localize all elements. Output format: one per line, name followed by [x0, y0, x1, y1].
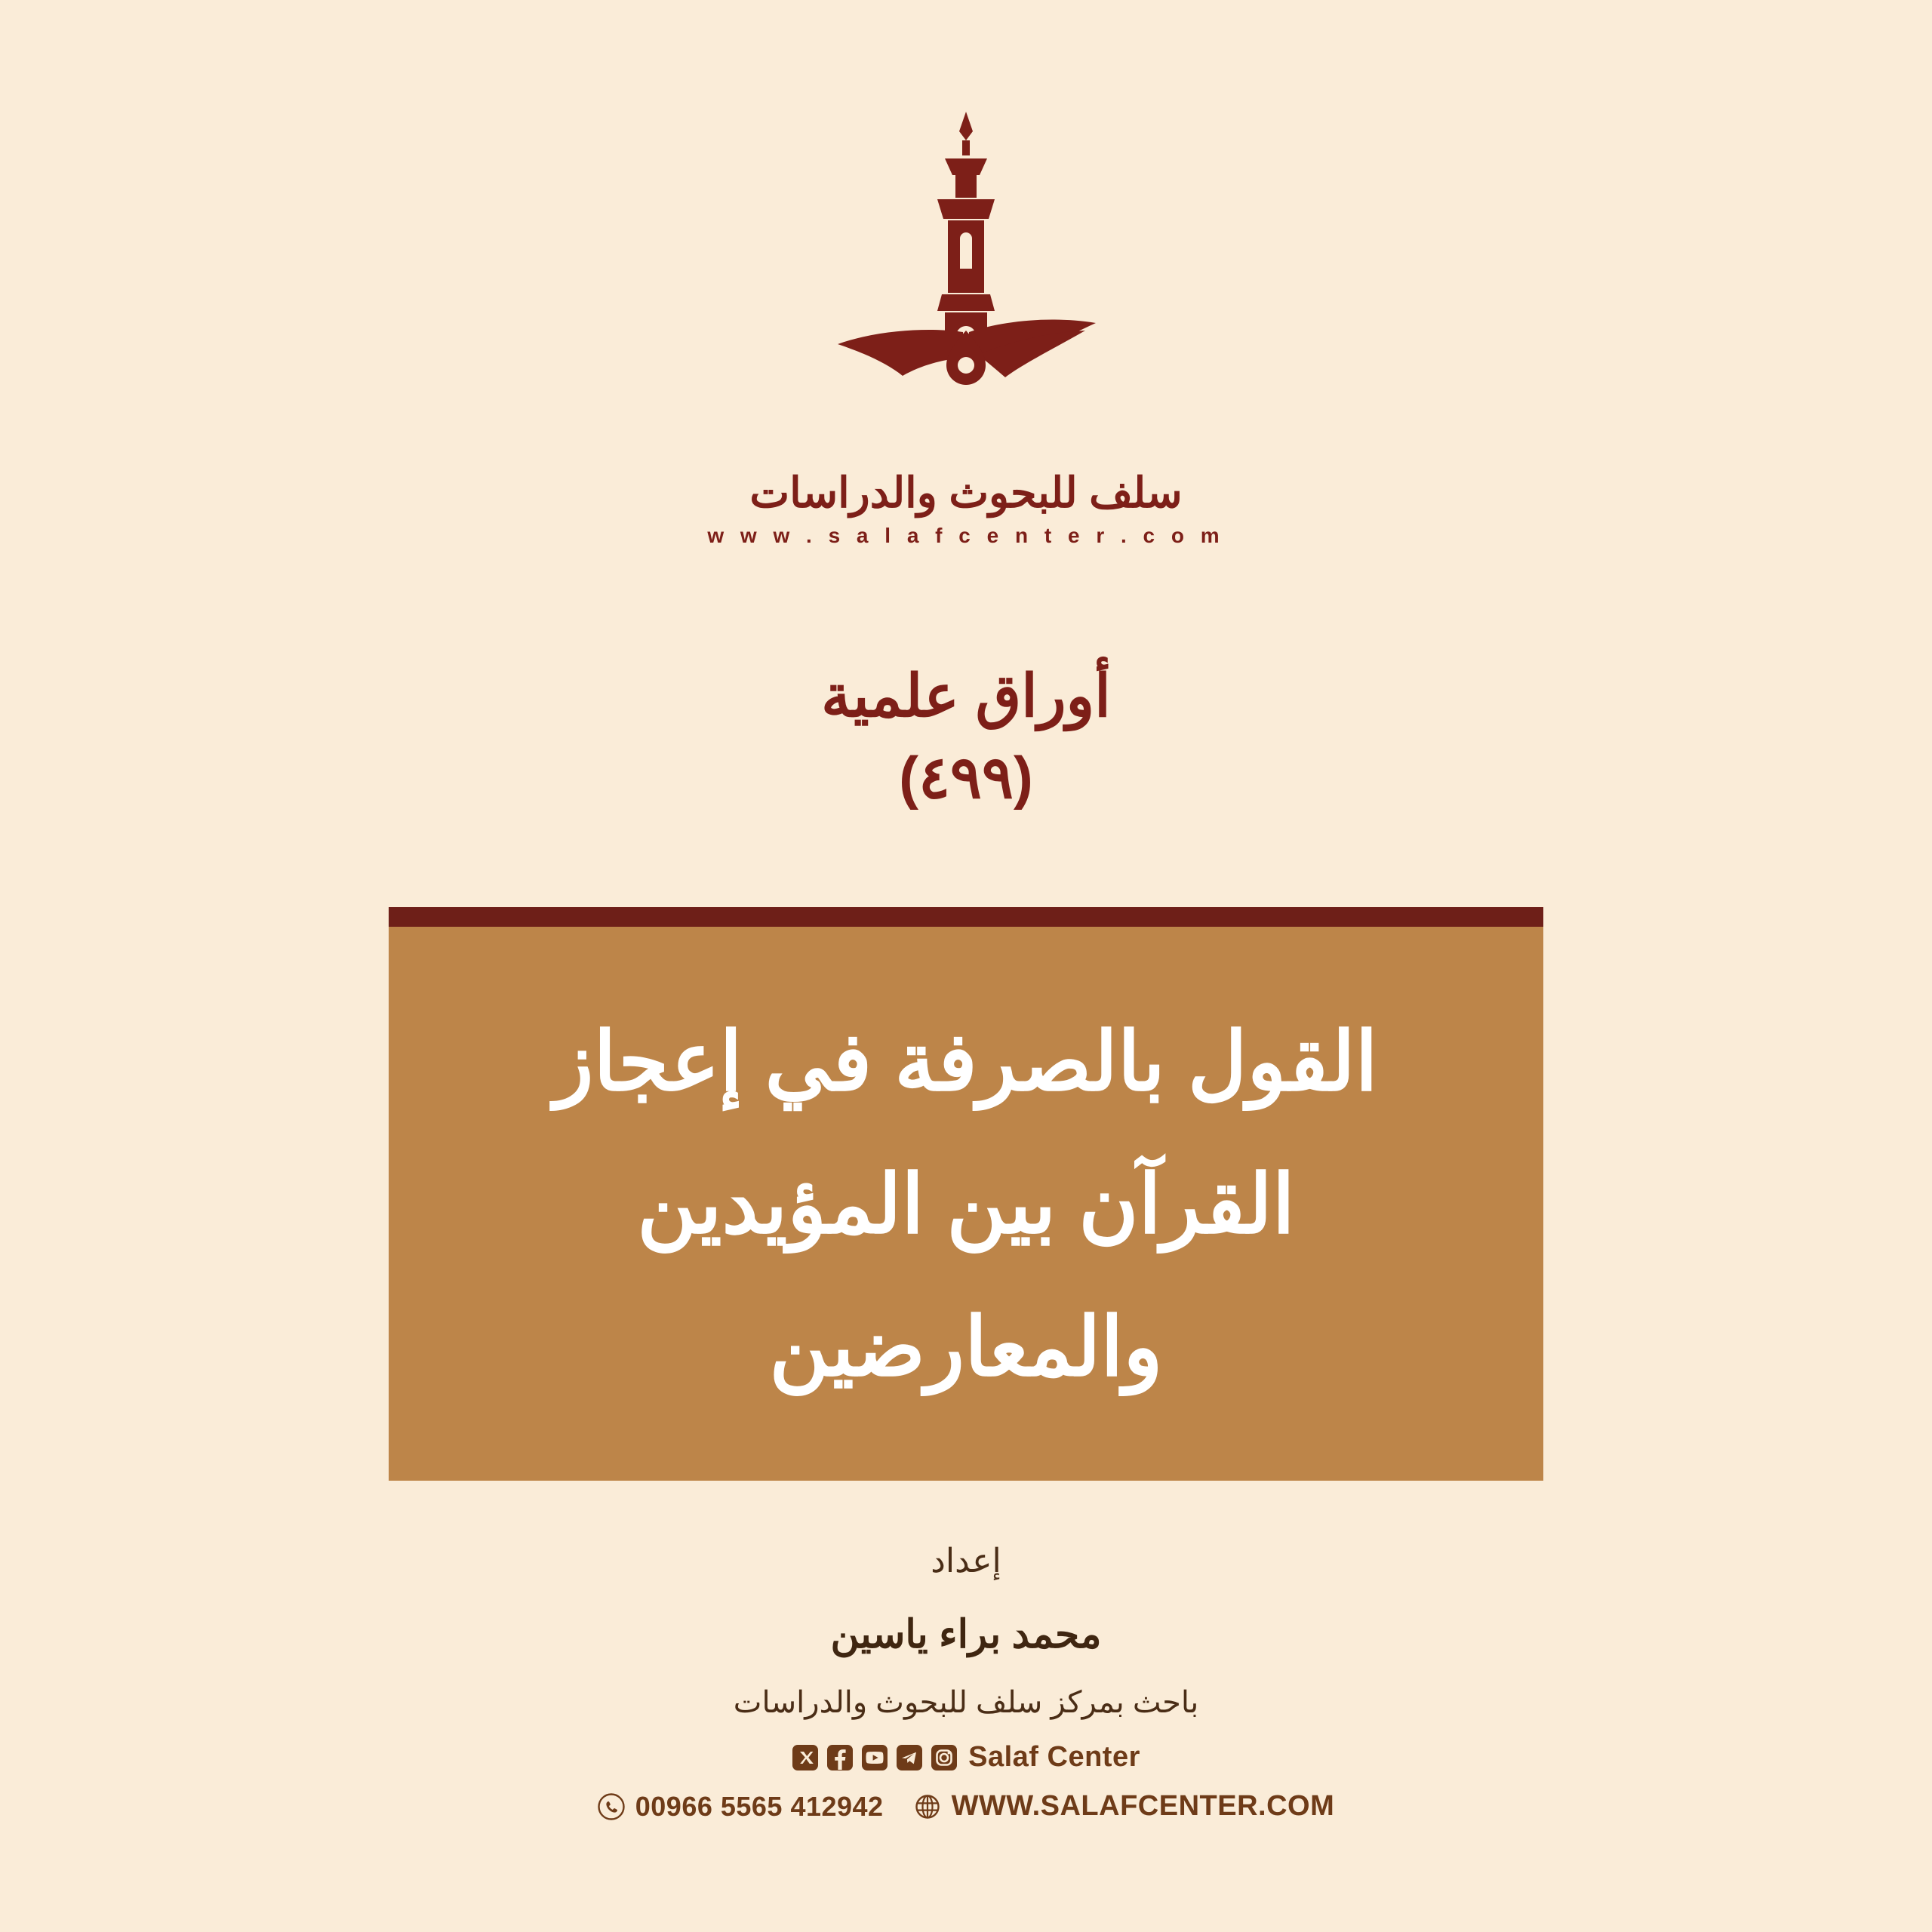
whatsapp-icon[interactable] — [598, 1793, 625, 1820]
series-label: أوراق علمية — [821, 663, 1111, 729]
instagram-icon[interactable] — [931, 1744, 958, 1771]
social-handle: Salaf Center — [968, 1741, 1140, 1773]
author-name: محمد براء ياسين — [830, 1612, 1102, 1657]
telegram-icon[interactable] — [896, 1744, 923, 1771]
social-icons — [792, 1744, 958, 1771]
website-group[interactable] — [914, 1790, 1335, 1823]
logo-block — [707, 106, 1224, 548]
globe-icon[interactable] — [914, 1793, 941, 1820]
phone-group[interactable] — [598, 1791, 884, 1823]
facebook-icon[interactable] — [826, 1744, 854, 1771]
phone-number: 00966 5565 412942 — [635, 1790, 884, 1822]
series-block — [821, 661, 1111, 813]
title-panel — [389, 907, 1543, 1481]
footer-social-row — [792, 1741, 1140, 1774]
minaret-and-book-logo-icon — [740, 106, 1192, 460]
footer-contact-row — [598, 1790, 1334, 1823]
logo-name: سلف للبحوث والدراسات — [749, 469, 1183, 516]
x-twitter-icon[interactable] — [792, 1744, 819, 1771]
author-role: باحث بمركز سلف للبحوث والدراسات — [733, 1686, 1199, 1720]
prepared-by-label: إعداد — [931, 1543, 1001, 1580]
series-number: (٤٩٩) — [899, 743, 1033, 811]
author-block — [734, 1534, 1198, 1727]
youtube-icon[interactable] — [861, 1744, 888, 1771]
website-url: WWW.SALAFCENTER.COM — [951, 1790, 1335, 1822]
logo-url: w w w . s a l a f c e n t e r . c o m — [707, 524, 1225, 547]
footer — [0, 1741, 1932, 1823]
page-title: القول بالصرفة في إعجاز القرآن بين المؤيدين والمعارضين — [554, 1015, 1378, 1392]
